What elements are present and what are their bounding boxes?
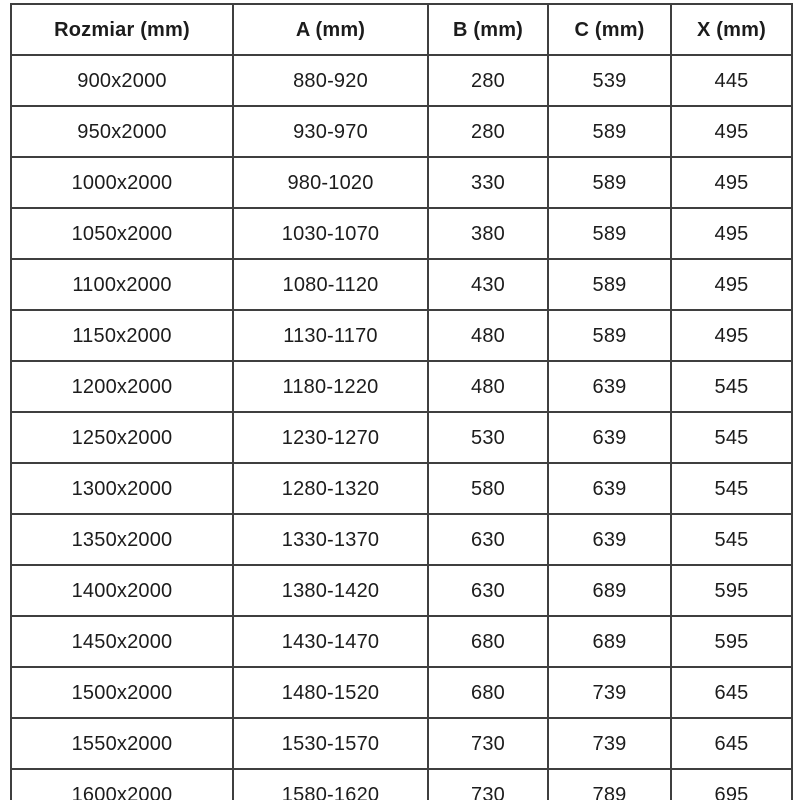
size-table (10, 3, 793, 800)
table-row (11, 616, 792, 667)
table-row (11, 106, 792, 157)
table-cell: 1030-1070 (233, 208, 428, 259)
column-header-c: C (mm) (548, 4, 671, 55)
table-cell: 695 (671, 769, 792, 800)
table-cell: 639 (548, 412, 671, 463)
table-row (11, 208, 792, 259)
table-cell: 1330-1370 (233, 514, 428, 565)
table-cell: 950x2000 (11, 106, 233, 157)
table-body (11, 55, 792, 800)
table-cell: 1280-1320 (233, 463, 428, 514)
table-cell: 445 (671, 55, 792, 106)
table-cell: 1380-1420 (233, 565, 428, 616)
table-cell: 1550x2000 (11, 718, 233, 769)
table-cell: 589 (548, 106, 671, 157)
table-cell: 495 (671, 208, 792, 259)
table-row (11, 361, 792, 412)
column-header-rozmiar: Rozmiar (mm) (11, 4, 233, 55)
table-row (11, 259, 792, 310)
table-row (11, 55, 792, 106)
table-cell: 1230-1270 (233, 412, 428, 463)
table-cell: 1350x2000 (11, 514, 233, 565)
table-cell: 495 (671, 310, 792, 361)
table-cell: 1300x2000 (11, 463, 233, 514)
table-cell: 645 (671, 667, 792, 718)
table-cell: 789 (548, 769, 671, 800)
table-cell: 1500x2000 (11, 667, 233, 718)
table-row (11, 718, 792, 769)
table-cell: 1530-1570 (233, 718, 428, 769)
table-cell: 1150x2000 (11, 310, 233, 361)
table-cell: 380 (428, 208, 548, 259)
table-cell: 595 (671, 565, 792, 616)
table-cell: 495 (671, 259, 792, 310)
table-cell: 1080-1120 (233, 259, 428, 310)
table-cell: 980-1020 (233, 157, 428, 208)
column-header-a: A (mm) (233, 4, 428, 55)
table-cell: 589 (548, 310, 671, 361)
table-cell: 1130-1170 (233, 310, 428, 361)
table-cell: 930-970 (233, 106, 428, 157)
table-cell: 900x2000 (11, 55, 233, 106)
column-header-x: X (mm) (671, 4, 792, 55)
header-row (11, 4, 792, 55)
table-cell: 545 (671, 412, 792, 463)
table-cell: 495 (671, 157, 792, 208)
table-cell: 1180-1220 (233, 361, 428, 412)
table-cell: 595 (671, 616, 792, 667)
table-cell: 545 (671, 463, 792, 514)
table-cell: 730 (428, 769, 548, 800)
table-cell: 1000x2000 (11, 157, 233, 208)
table-cell: 1050x2000 (11, 208, 233, 259)
table-cell: 589 (548, 259, 671, 310)
table-cell: 430 (428, 259, 548, 310)
table-cell: 680 (428, 667, 548, 718)
table-cell: 639 (548, 514, 671, 565)
table-cell: 880-920 (233, 55, 428, 106)
table-row (11, 157, 792, 208)
table-cell: 730 (428, 718, 548, 769)
table-cell: 589 (548, 208, 671, 259)
table-cell: 1600x2000 (11, 769, 233, 800)
table-cell: 689 (548, 616, 671, 667)
table-cell: 1250x2000 (11, 412, 233, 463)
table-row (11, 769, 792, 800)
table-cell: 639 (548, 463, 671, 514)
table-cell: 480 (428, 361, 548, 412)
table-cell: 1580-1620 (233, 769, 428, 800)
table-row (11, 463, 792, 514)
table-cell: 530 (428, 412, 548, 463)
table-cell: 739 (548, 718, 671, 769)
table-cell: 630 (428, 514, 548, 565)
table-cell: 1450x2000 (11, 616, 233, 667)
table-cell: 495 (671, 106, 792, 157)
table-row (11, 514, 792, 565)
table-cell: 580 (428, 463, 548, 514)
table-cell: 1430-1470 (233, 616, 428, 667)
table-cell: 589 (548, 157, 671, 208)
table-cell: 645 (671, 718, 792, 769)
table-cell: 630 (428, 565, 548, 616)
table-cell: 739 (548, 667, 671, 718)
table-cell: 280 (428, 106, 548, 157)
table-cell: 680 (428, 616, 548, 667)
table-row (11, 565, 792, 616)
table-cell: 539 (548, 55, 671, 106)
table-cell: 1100x2000 (11, 259, 233, 310)
table-cell: 1480-1520 (233, 667, 428, 718)
table-cell: 1200x2000 (11, 361, 233, 412)
table-cell: 1400x2000 (11, 565, 233, 616)
table-row (11, 412, 792, 463)
table-cell: 545 (671, 514, 792, 565)
table-row (11, 310, 792, 361)
table-cell: 689 (548, 565, 671, 616)
table-cell: 545 (671, 361, 792, 412)
table-row (11, 667, 792, 718)
table-cell: 280 (428, 55, 548, 106)
table-cell: 330 (428, 157, 548, 208)
table-cell: 480 (428, 310, 548, 361)
table-cell: 639 (548, 361, 671, 412)
column-header-b: B (mm) (428, 4, 548, 55)
